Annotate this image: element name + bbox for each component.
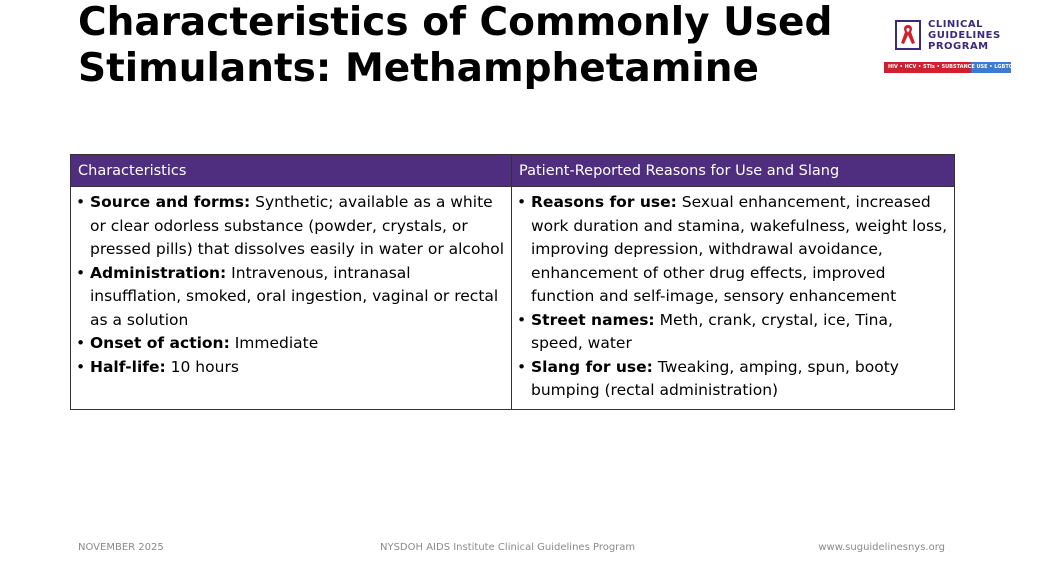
table-row [71, 187, 955, 410]
clinical-guidelines-logo [884, 16, 1040, 78]
list-item-onset-of-action: • Onset of action: Immediate [76, 332, 506, 356]
list-item-administration: • Administration: Intravenous, intranasal insufflation, smoked, oral ingestion, vaginal or rectal as a solution [76, 262, 506, 333]
reasons-and-slang-cell [512, 187, 955, 410]
logo-wordmark [928, 19, 1001, 52]
header-characteristics: Characteristics [71, 155, 512, 187]
red-ribbon-icon [895, 20, 921, 50]
slide-title: Characteristics of Commonly Used Stimulants: Methamphetamine [78, 0, 833, 91]
characteristics-cell [71, 187, 512, 410]
logo-tagline: HIV • HCV • STIs • SUBSTANCE USE • LGBTQ+ HEALTH [888, 64, 1040, 70]
logo-line-1: CLINICAL [928, 19, 983, 30]
logo-line-3: PROGRAM [928, 41, 989, 52]
logo-tagline-bar [884, 62, 1040, 73]
header-reasons-and-slang: Patient-Reported Reasons for Use and Slang [512, 155, 955, 187]
list-item-source-and-forms: • Source and forms: Synthetic; available as a white or clear odorless substance (powder, crystals, or pressed pills) that dissolves easily in water or alcohol [76, 191, 506, 262]
list-item-slang-for-use: • Slang for use: Tweaking, amping, spun, booty bumping (rectal administration) [517, 356, 949, 403]
footer-date: NOVEMBER 2025 [78, 542, 164, 553]
logo-line-2: GUIDELINES [928, 30, 1001, 41]
list-item-reasons-for-use: • Reasons for use: Sexual enhancement, increased work duration and stamina, wakefulness, weight loss, improving depression, withdrawal avoidance, enhancement of other drug effects, improved function and self-image, sensory enhancement [517, 191, 949, 309]
footer-website: www.suguidelinesnys.org [818, 542, 945, 553]
stimulant-characteristics-table [70, 154, 955, 410]
list-item-half-life: • Half-life: 10 hours [76, 356, 506, 380]
footer-organization: NYSDOH AIDS Institute Clinical Guidelines Program [380, 542, 636, 553]
table-header-row [71, 155, 955, 187]
list-item-street-names: • Street names: Meth, crank, crystal, ice, Tina, speed, water [517, 309, 949, 356]
